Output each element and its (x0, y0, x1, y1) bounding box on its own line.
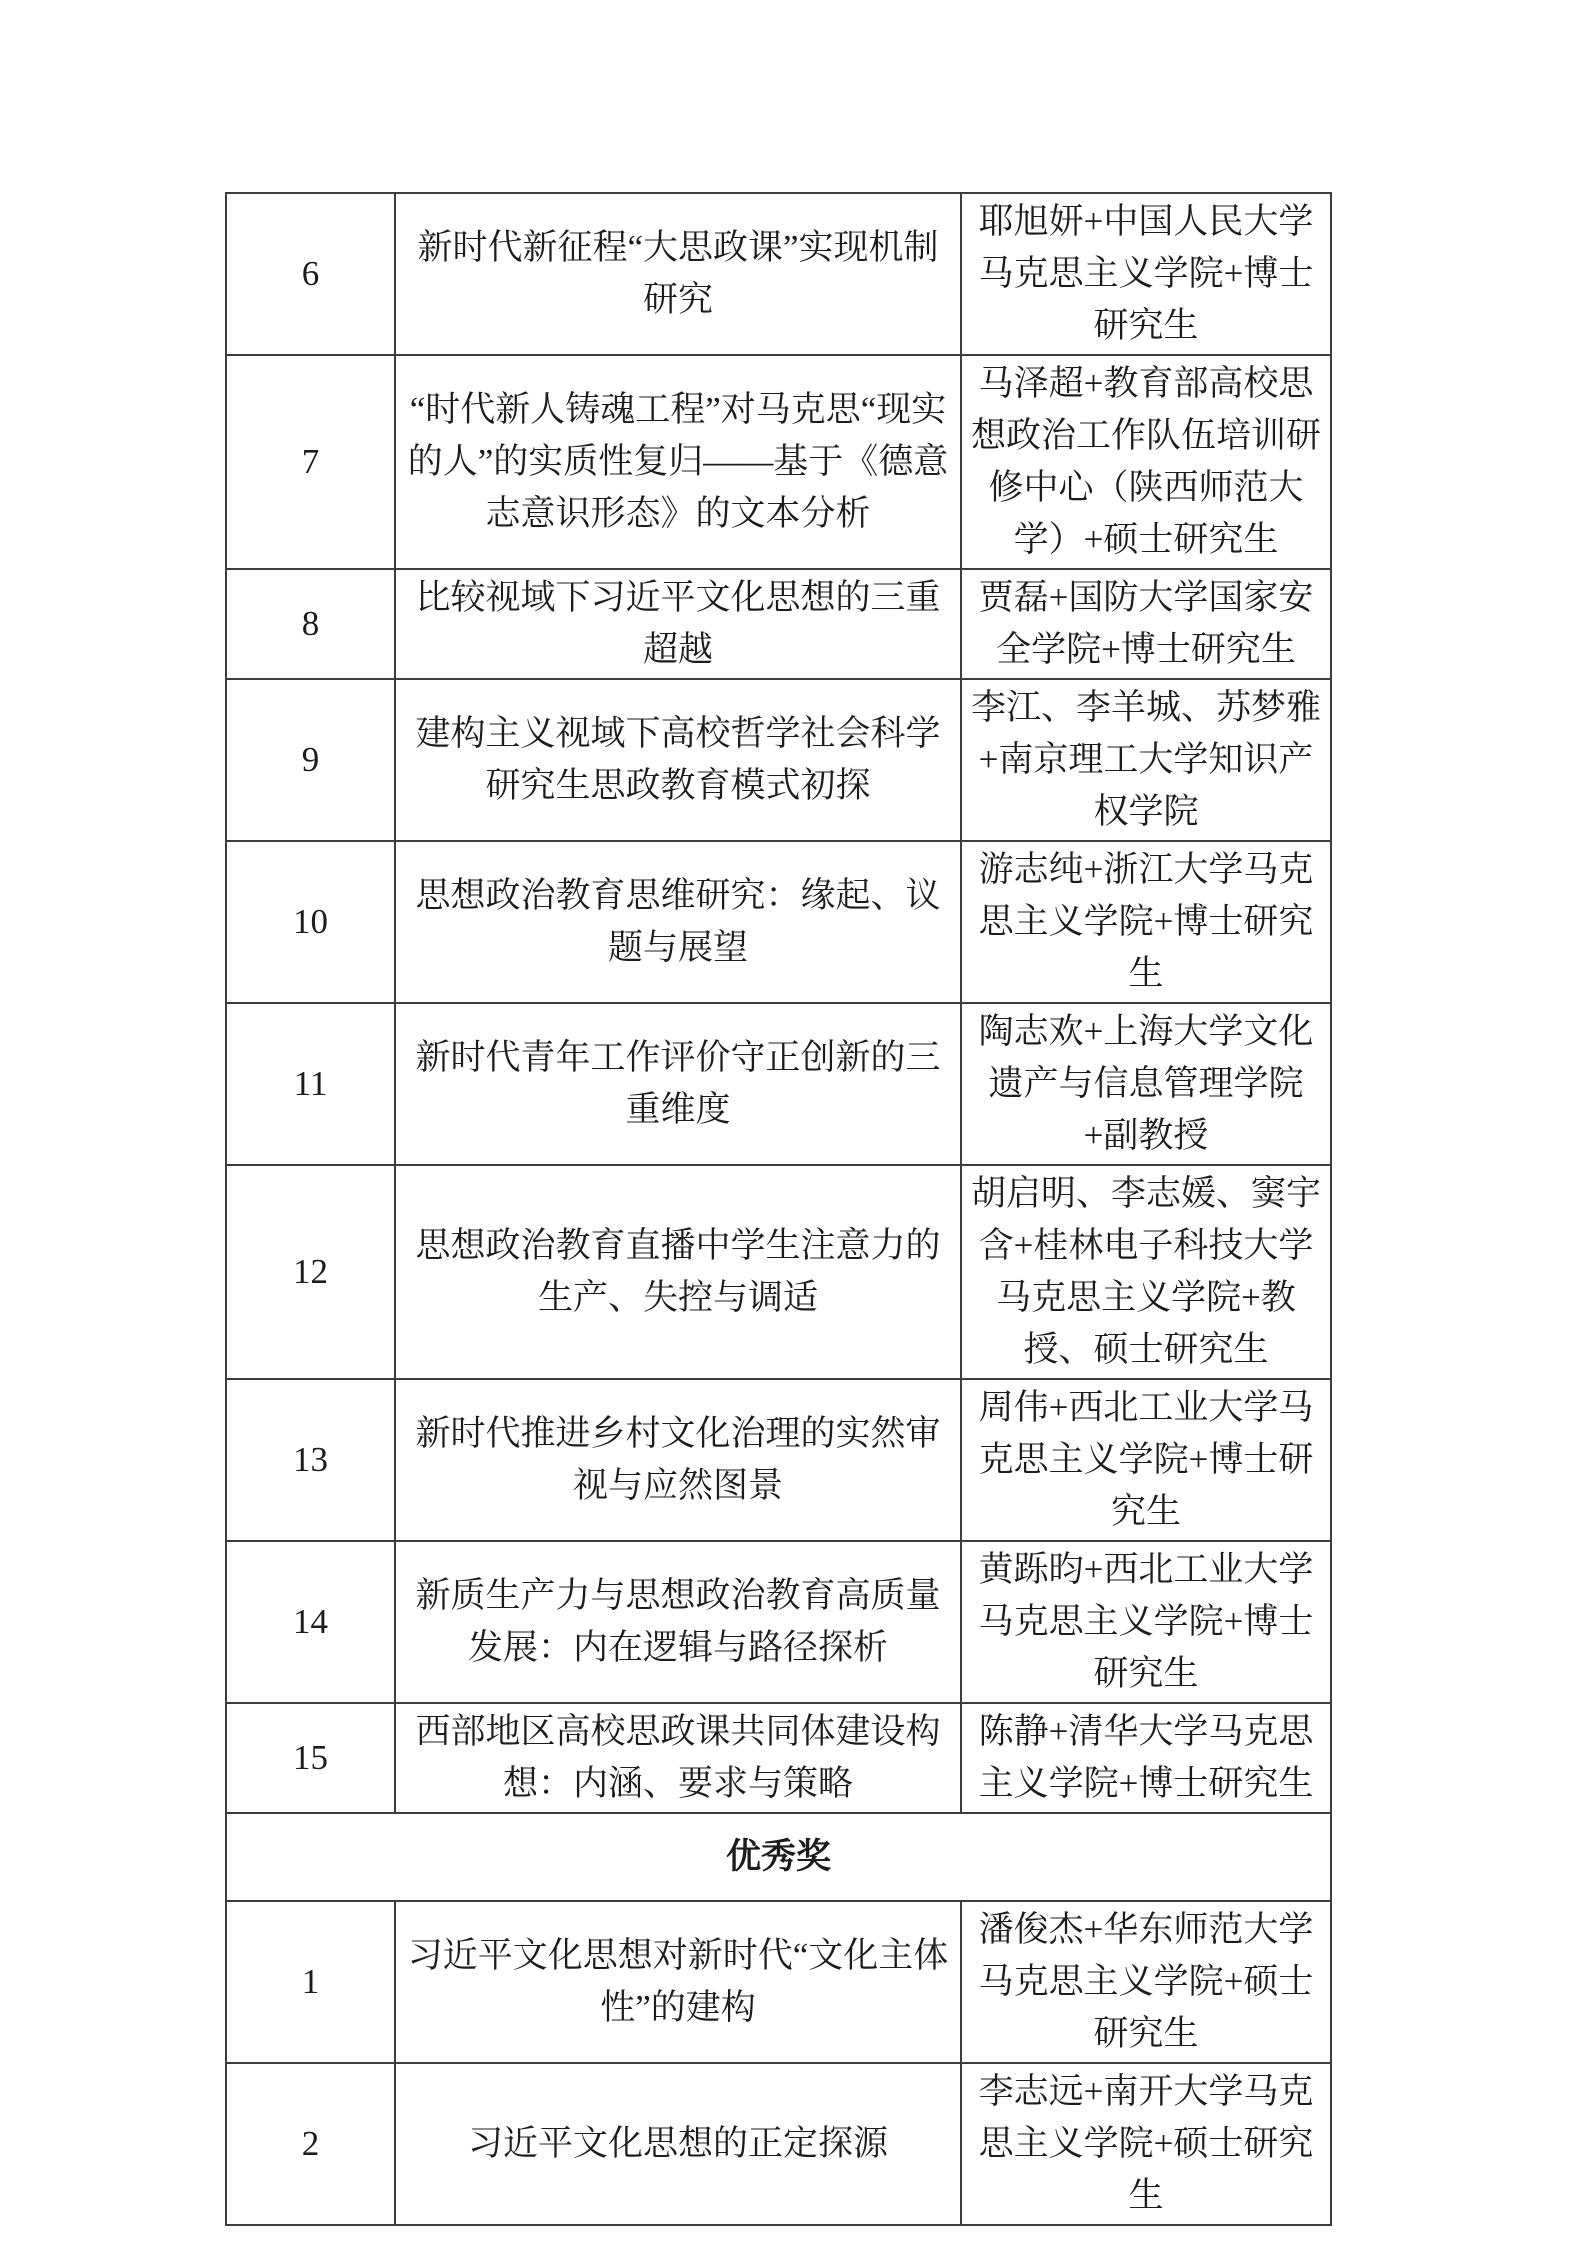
paper-title-cell: 思想政治教育思维研究：缘起、议题与展望 (395, 841, 961, 1003)
paper-title-cell: 新质生产力与思想政治教育高质量发展：内在逻辑与路径探析 (395, 1541, 961, 1703)
row-number-cell: 14 (226, 1541, 395, 1703)
author-affiliation-cell: 胡启明、李志媛、窦宇含+桂林电子科技大学马克思主义学院+教授、硕士研究生 (961, 1165, 1331, 1379)
paper-title-cell: 新时代推进乡村文化治理的实然审视与应然图景 (395, 1379, 961, 1541)
row-number-cell: 9 (226, 679, 395, 841)
row-number-cell: 10 (226, 841, 395, 1003)
row-number-cell: 12 (226, 1165, 395, 1379)
table-row (226, 841, 1331, 1003)
table-row (226, 193, 1331, 355)
section-title: 优秀奖 (226, 1813, 1331, 1901)
awards-table (225, 192, 1332, 2226)
table-row (226, 1541, 1331, 1703)
row-number-cell: 2 (226, 2063, 395, 2225)
row-number-cell: 7 (226, 355, 395, 569)
paper-title-cell: 新时代新征程“大思政课”实现机制研究 (395, 193, 961, 355)
section-header-row (226, 1813, 1331, 1901)
author-affiliation-cell: 潘俊杰+华东师范大学马克思主义学院+硕士研究生 (961, 1901, 1331, 2063)
row-number-cell: 15 (226, 1703, 395, 1813)
paper-title-cell: 建构主义视域下高校哲学社会科学研究生思政教育模式初探 (395, 679, 961, 841)
paper-title-cell: “时代新人铸魂工程”对马克思“现实的人”的实质性复归——基于《德意志意识形态》的文本分析 (395, 355, 961, 569)
author-affiliation-cell: 周伟+西北工业大学马克思主义学院+博士研究生 (961, 1379, 1331, 1541)
row-number-cell: 6 (226, 193, 395, 355)
table-row (226, 1379, 1331, 1541)
table-row (226, 569, 1331, 679)
author-affiliation-cell: 李志远+南开大学马克思主义学院+硕士研究生 (961, 2063, 1331, 2225)
table-row (226, 1003, 1331, 1165)
author-affiliation-cell: 陈静+清华大学马克思主义学院+博士研究生 (961, 1703, 1331, 1813)
author-affiliation-cell: 游志纯+浙江大学马克思主义学院+博士研究生 (961, 841, 1331, 1003)
table-row (226, 1703, 1331, 1813)
paper-title-cell: 新时代青年工作评价守正创新的三重维度 (395, 1003, 961, 1165)
author-affiliation-cell: 李江、李羊城、苏梦雅+南京理工大学知识产权学院 (961, 679, 1331, 841)
author-affiliation-cell: 黄跞昀+西北工业大学马克思主义学院+博士研究生 (961, 1541, 1331, 1703)
paper-title-cell: 西部地区高校思政课共同体建设构想：内涵、要求与策略 (395, 1703, 961, 1813)
paper-title-cell: 比较视域下习近平文化思想的三重超越 (395, 569, 961, 679)
table-row (226, 1901, 1331, 2063)
table-row (226, 679, 1331, 841)
table-row (226, 2063, 1331, 2225)
paper-title-cell: 思想政治教育直播中学生注意力的生产、失控与调适 (395, 1165, 961, 1379)
table-row (226, 1165, 1331, 1379)
author-affiliation-cell: 耶旭妍+中国人民大学马克思主义学院+博士研究生 (961, 193, 1331, 355)
paper-title-cell: 习近平文化思想对新时代“文化主体性”的建构 (395, 1901, 961, 2063)
paper-title-cell: 习近平文化思想的正定探源 (395, 2063, 961, 2225)
row-number-cell: 8 (226, 569, 395, 679)
author-affiliation-cell: 马泽超+教育部高校思想政治工作队伍培训研修中心（陕西师范大学）+硕士研究生 (961, 355, 1331, 569)
author-affiliation-cell: 贾磊+国防大学国家安全学院+博士研究生 (961, 569, 1331, 679)
row-number-cell: 1 (226, 1901, 395, 2063)
row-number-cell: 13 (226, 1379, 395, 1541)
table-row (226, 355, 1331, 569)
row-number-cell: 11 (226, 1003, 395, 1165)
author-affiliation-cell: 陶志欢+上海大学文化遗产与信息管理学院+副教授 (961, 1003, 1331, 1165)
